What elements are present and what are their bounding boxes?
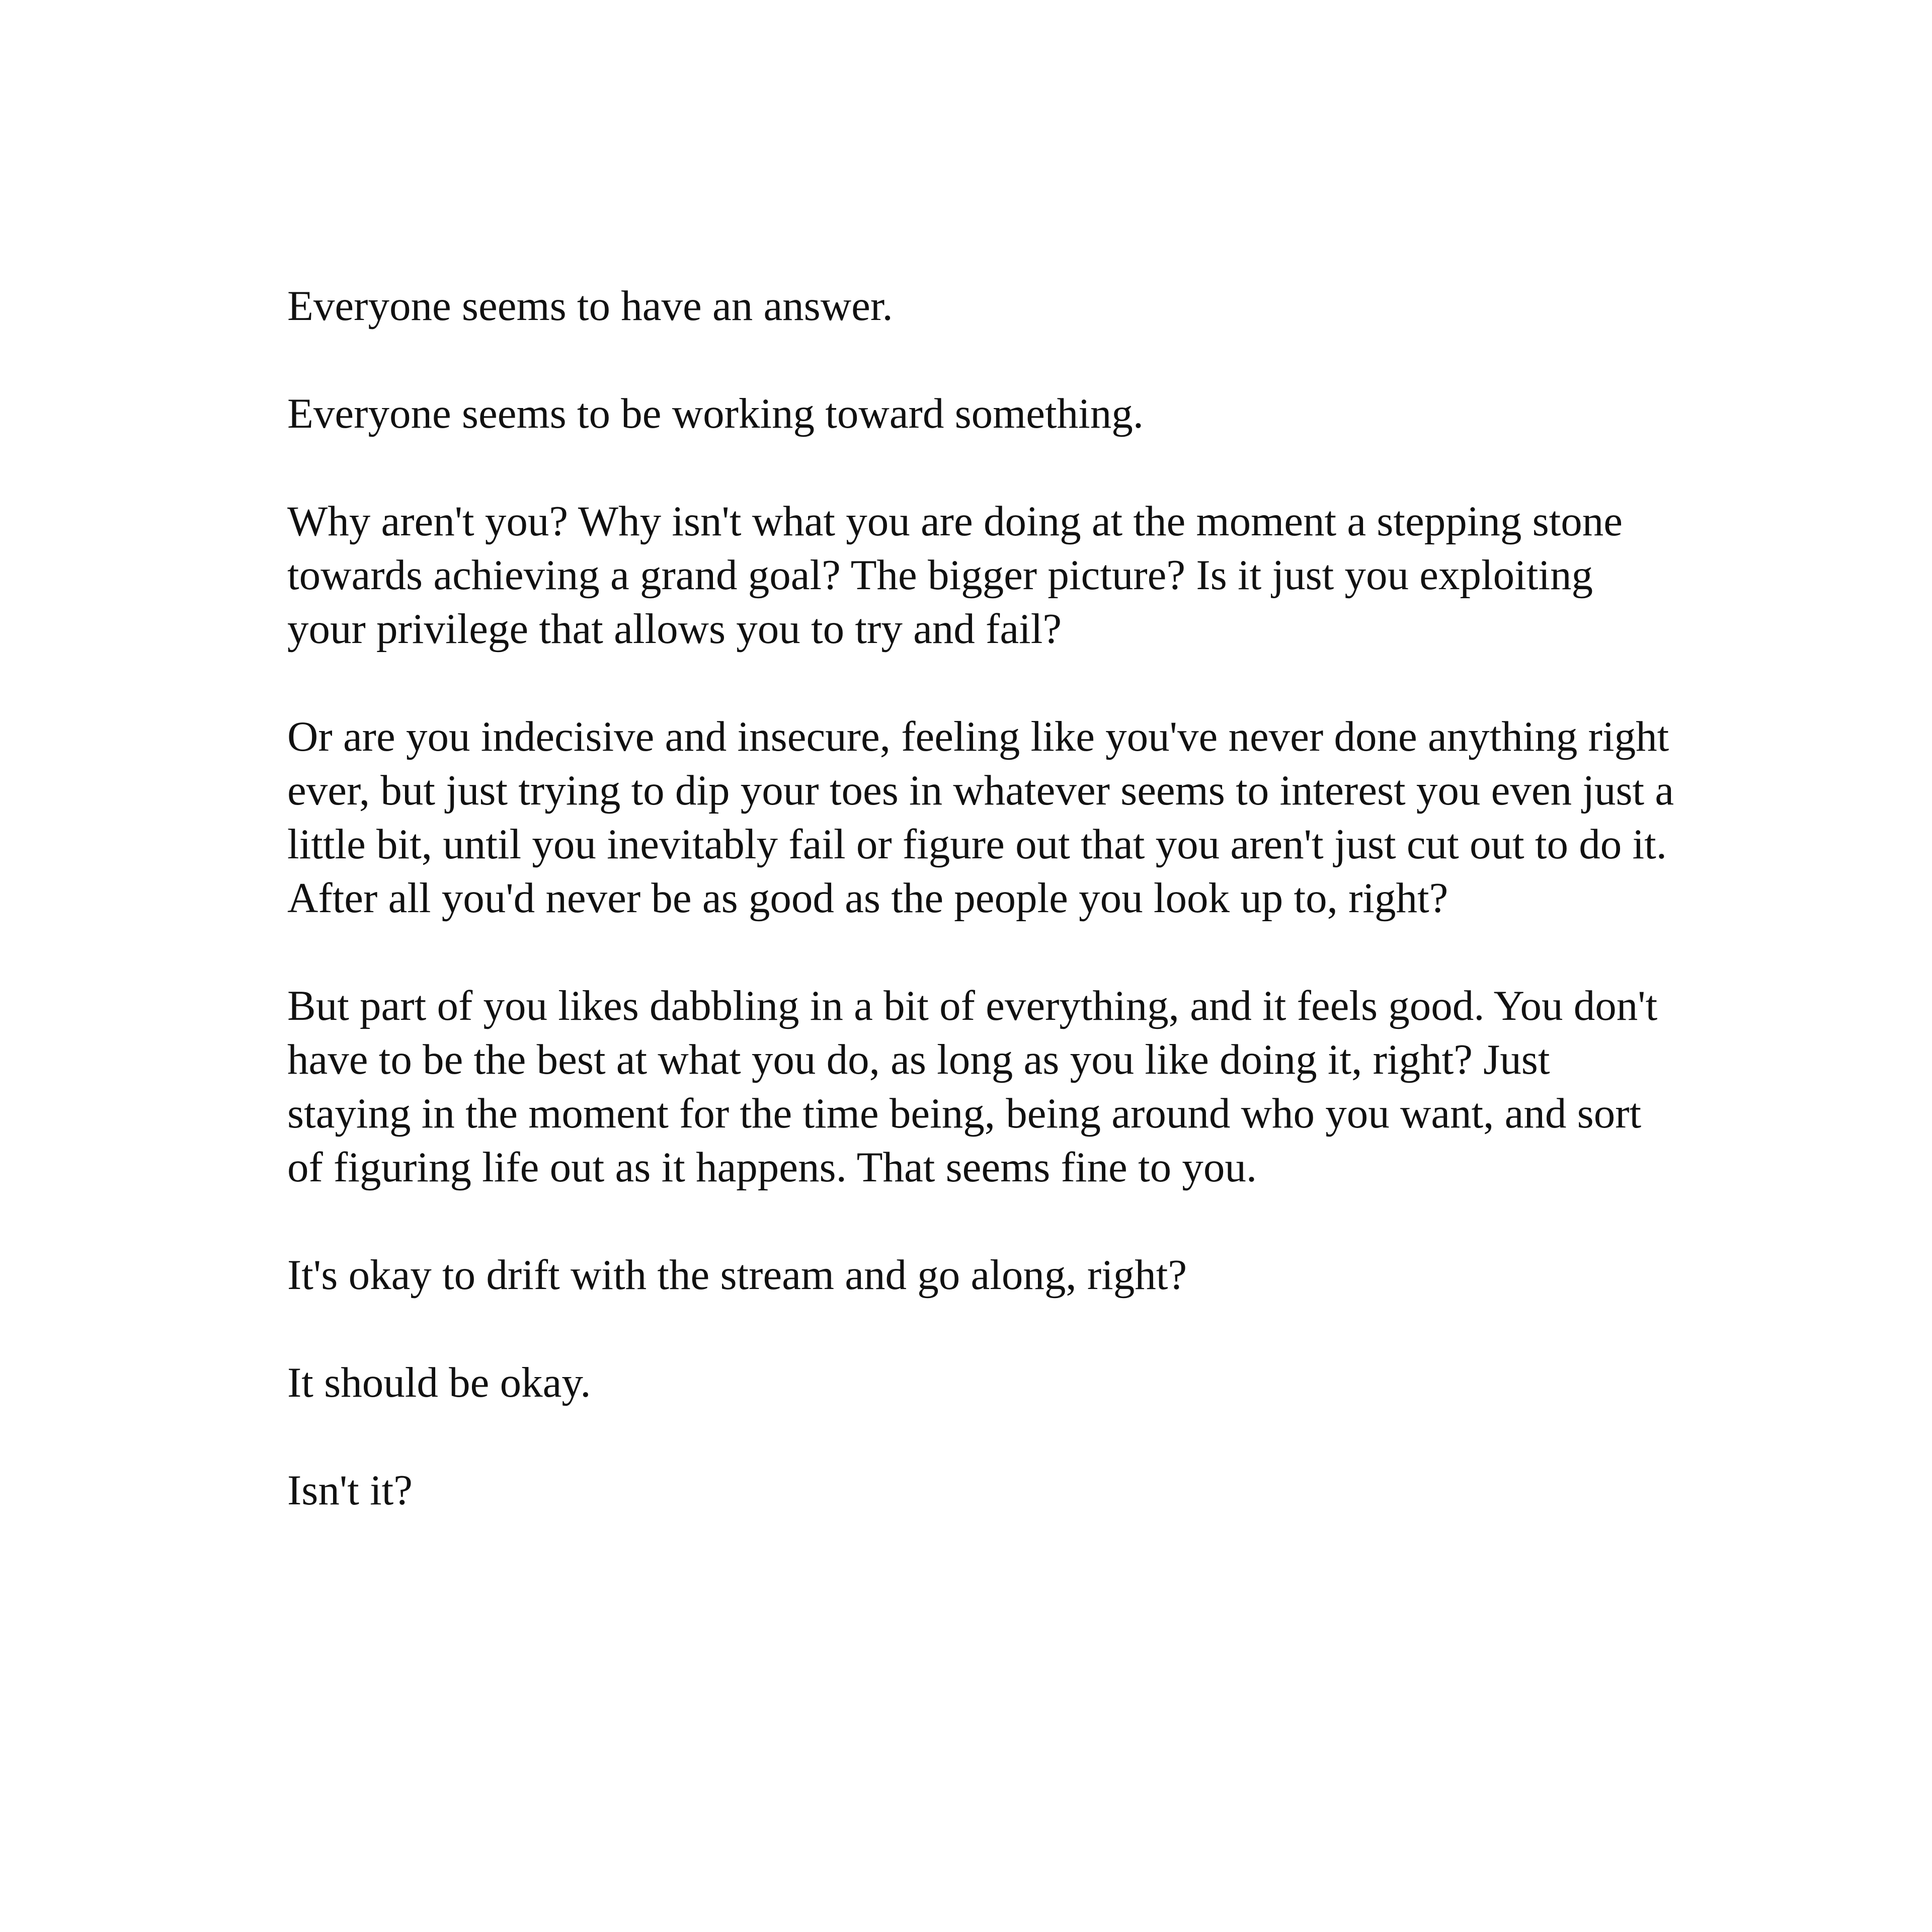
document-body bbox=[287, 279, 1676, 1571]
paragraph-3: Why aren't you? Why isn't what you are doing at the moment a stepping stone towards achieving a grand goal? The bigger picture? Is it just you exploiting your privilege that allows you to try and fail? bbox=[287, 498, 1623, 653]
paragraph-7: It should be okay. bbox=[287, 1359, 591, 1406]
paragraph-2: Everyone seems to be working toward something. bbox=[287, 390, 1144, 437]
paragraph-8: Isn't it? bbox=[287, 1467, 413, 1514]
paragraph-6: It's okay to drift with the stream and go along, right? bbox=[287, 1251, 1187, 1299]
paragraph-4: Or are you indecisive and insecure, feeling like you've never done anything right ever, but just trying to dip your toes in whatever seems to interest you even just a little bit, until you inevitably fail or figure out that you aren't just cut out to do it. After all you'd never be as good as the people you look up to, right? bbox=[287, 713, 1674, 922]
paragraph-1: Everyone seems to have an answer. bbox=[287, 282, 893, 330]
paragraph-5: But part of you likes dabbling in a bit of everything, and it feels good. You don't have to be the best at what you do, as long as you like doing it, right? Just staying in the moment for the time being, being around who you want, and sort of figuring life out as it happens. That seems fine to you. bbox=[287, 982, 1658, 1191]
